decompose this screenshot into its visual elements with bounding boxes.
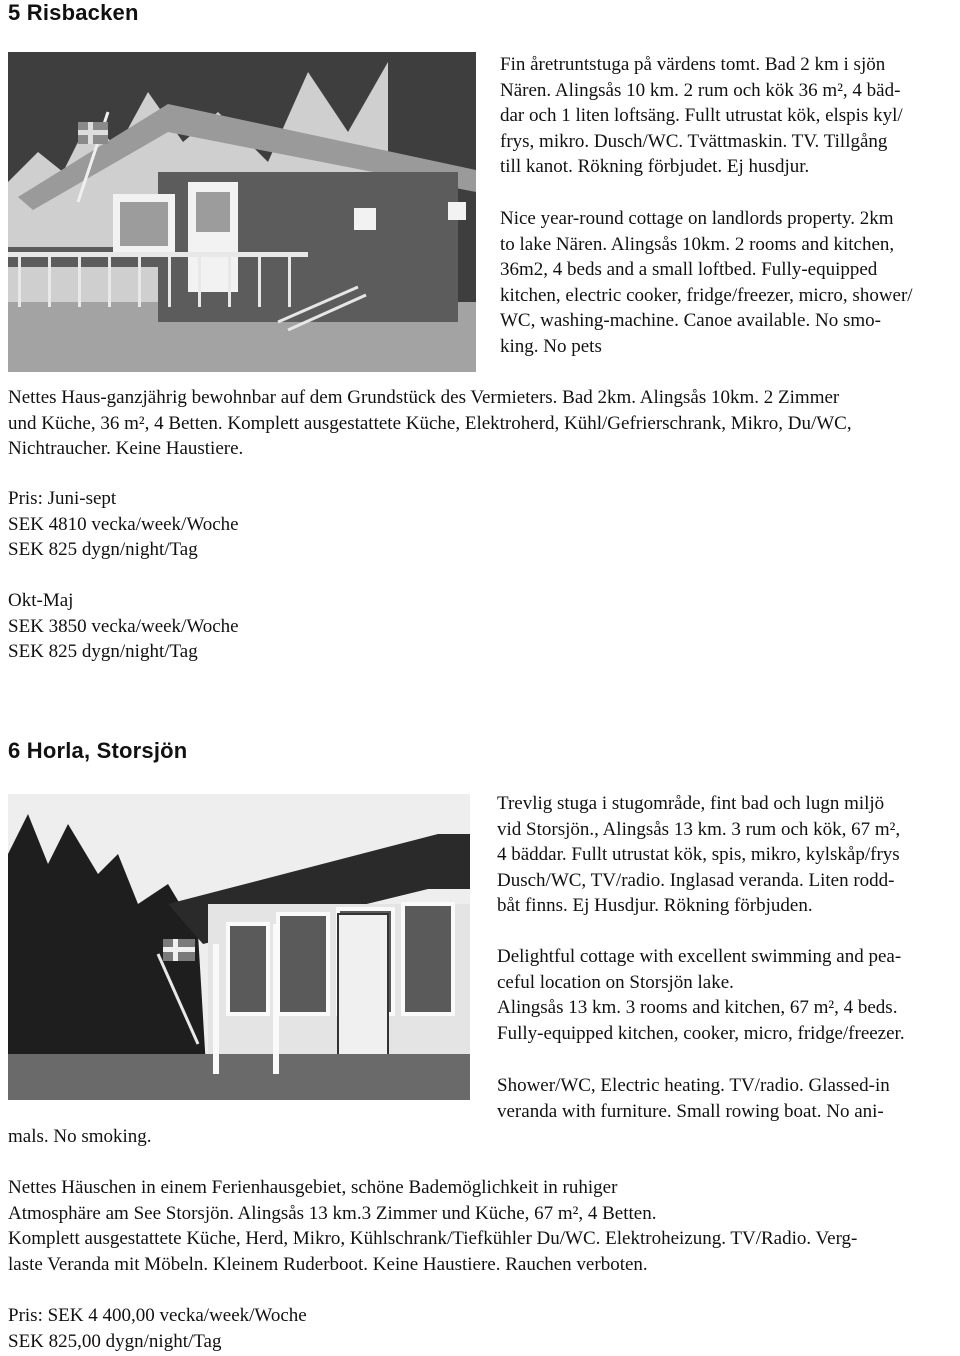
listing-title: 6 Horla, Storsjön: [8, 738, 188, 763]
cottage-photo: [8, 52, 476, 372]
description-english-end: mals. No smoking.: [8, 1126, 152, 1147]
description-english: Nice year-round cottage on landlords property. 2km to lake Nären. Alingsås 10km. 2 rooms and kitchen, 36m2, 4 beds and a small loftbed. Fully-equipped kitchen, electric cooker, fridge/freezer, micro, shower/ WC, washing-machine. Canoe available. No smo- king. No pets: [500, 208, 913, 357]
description-english: Delightful cottage with excellent swimming and pea- ceful location on Storsjön lake. Alingsås 13 km. 3 rooms and kitchen, 67 m², 4 beds. Fully-equipped kitchen, cooker, micro, fridge/freezer.: [497, 946, 905, 1044]
price-summer: Pris: Juni-sept SEK 4810 vecka/week/Woche SEK 825 dygn/night/Tag: [8, 488, 239, 561]
description-swedish: Fin åretruntstuga på värdens tomt. Bad 2 km i sjön Nären. Alingsås 10 km. 2 rum och kök 36 m², 4 bäd- dar och 1 liten loftsäng. Fullt utrustat kök, elspis kyl/ frys, mikro. Dusch/WC. Tvättmaskin. TV. Tillgång till kanot. Rökning förbjudet. Ej husdjur.: [500, 54, 903, 178]
description-german: Nettes Häuschen in einem Ferienhausgebiet, schöne Bademöglichkeit in ruhiger Atmosphäre am See Storsjön. Alingsås 13 km.3 Zimmer und Küche, 67 m², 4 Betten. Komplett ausgestattete Küche, Herd, Mikro, Kühlschrank/Tiefkühler Du/WC. Elektroheizung. TV/Radio. Verg- laste Veranda mit Möbeln. Kleinem Ruderboot. Keine Haustiere. Rauchen verboten.: [8, 1177, 858, 1275]
description-german: Nettes Haus-ganzjährig bewohnbar auf dem Grundstück des Vermieters. Bad 2km. Alingsås 10km. 2 Zimmer und Küche, 36 m², 4 Betten. Komplett ausgestattete Küche, Elektroherd, Kühl/Gefrierschrank, Mikro, Du/WC, Nichtraucher. Keine Haustiere.: [8, 387, 852, 460]
price: Pris: SEK 4 400,00 vecka/week/Woche SEK 825,00 dygn/night/Tag: [8, 1305, 307, 1352]
price-winter: Okt-Maj SEK 3850 vecka/week/Woche SEK 825 dygn/night/Tag: [8, 590, 239, 663]
description-english-continued: Shower/WC, Electric heating. TV/radio. Glassed-in veranda with furniture. Small rowing boat. No ani-: [497, 1075, 890, 1122]
listing-title: 5 Risbacken: [8, 0, 139, 25]
veranda-photo: [8, 794, 470, 1100]
description-swedish: Trevlig stuga i stugområde, fint bad och lugn miljö vid Storsjön., Alingsås 13 km. 3 rum och kök, 67 m², 4 bäddar. Fullt utrustat kök, spis, mikro, kylskåp/frys Dusch/WC, TV/radio. Inglasad veranda. Liten rodd- båt finns. Ej Husdjur. Rökning förbjuden.: [497, 793, 901, 917]
